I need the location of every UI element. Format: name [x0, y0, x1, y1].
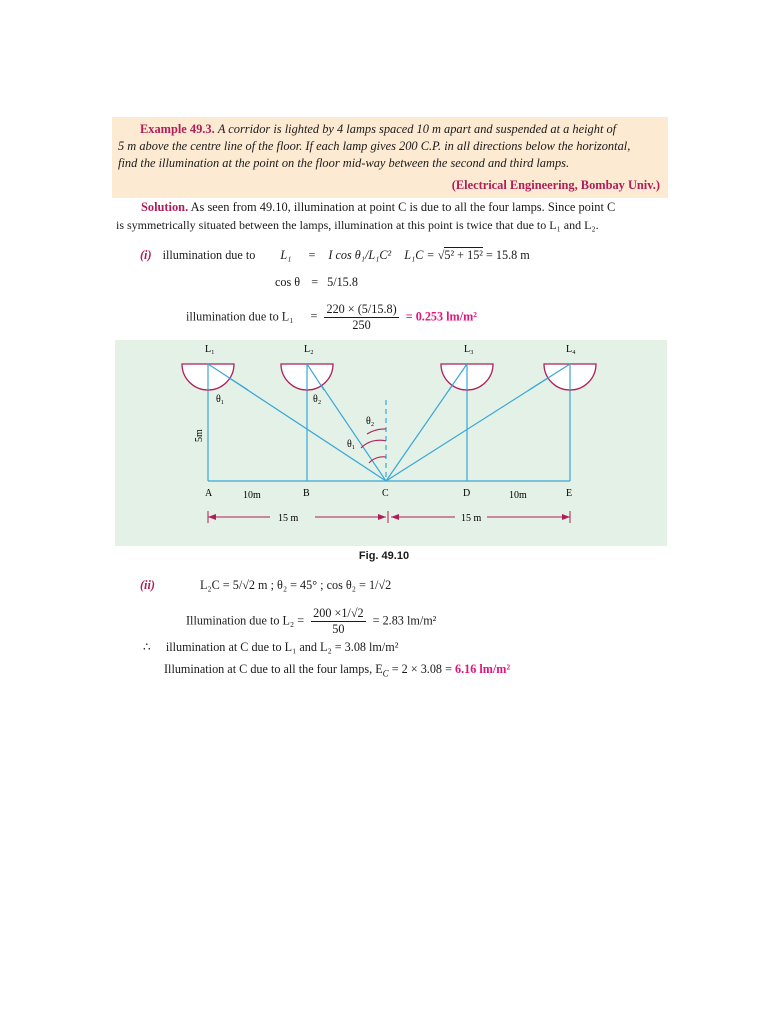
arc-theta1-c: [361, 440, 386, 448]
part1-illum-eq: =: [310, 309, 318, 324]
example-text-3: find the illumination at the point on the floor mid-way between the second and third lamps.: [118, 156, 570, 170]
point-label-a: A: [205, 488, 213, 499]
example-heading: Example 49.3.: [140, 122, 215, 136]
angle-label-theta1-c: θ₁: [347, 439, 356, 450]
point-label-e: E: [566, 488, 573, 499]
part1-illum-den: 250: [352, 318, 371, 332]
point-label-d: D: [463, 488, 471, 499]
part2-total-label: Illumination at C due to all the four lamps, E: [164, 662, 383, 676]
angle-label-theta1-l1: θ₁: [216, 394, 225, 405]
angle-label-theta2-c: θ₂: [366, 416, 375, 427]
part1-equation: [140, 248, 530, 263]
example-text-2: 5 m above the centre line of the floor. If each lamp gives 200 C.P. in all directions below the horizontal,: [118, 139, 631, 153]
part1-cos-eq: =: [311, 275, 319, 289]
part1-rhs: I cos θ₁/L₁C²: [328, 248, 392, 262]
solution-line-1: [116, 198, 668, 216]
arrow-left-end-icon: [378, 514, 386, 520]
part2-illum-num: 200 ×1/√2: [313, 606, 364, 620]
example-line-1: [118, 121, 662, 138]
part2-total: [164, 662, 510, 678]
dim-label-left: 15 m: [278, 513, 299, 524]
part1-label: illumination due to: [162, 248, 256, 262]
part2-fraction: [311, 606, 365, 637]
lamp-label-l1: L₁: [205, 344, 215, 355]
part2-illum-result: = 2.83 lm/m²: [372, 613, 437, 628]
sqrt-symbol: √: [437, 248, 445, 262]
part2-illumination: [186, 606, 436, 637]
example-box: [112, 117, 668, 198]
arc-theta2-c: [367, 429, 386, 434]
example-text-1: A corridor is lighted by 4 lamps spaced 10 m apart and suspended at a height of: [217, 122, 617, 136]
part2-total-result: 6.16 lm/m²: [455, 662, 511, 676]
figure-panel: [115, 340, 667, 546]
lamp-label-l2: L₂: [304, 344, 314, 355]
part1-illumination: [186, 302, 477, 333]
point-label-c: C: [382, 488, 389, 499]
lamp-label-l4: L₄: [566, 344, 576, 355]
spacing-label-de: 10m: [509, 490, 527, 501]
arrow-left-start-icon: [208, 514, 216, 520]
lamp-label-l3: L₃: [464, 344, 474, 355]
part1-eq: =: [308, 248, 316, 262]
part2-illum-den: 50: [332, 622, 345, 636]
part2-total-sub: C: [382, 668, 389, 679]
part1-l1c-value: = 15.8 m: [486, 248, 530, 262]
point-label-b: B: [303, 488, 310, 499]
part1-lhs: L₁: [280, 248, 292, 262]
angle-label-theta2-l2: θ₂: [313, 394, 322, 405]
part2-l2c: L₂C = 5/√2 m ; θ₂ = 45° ; cos θ₂ = 1/√2: [199, 578, 392, 592]
solution-text-2: is symmetrically situated between the lamps, illumination at this point is twice that due to L₁ and L₂.: [116, 218, 599, 232]
part2-line1: [140, 578, 391, 593]
example-source: (Electrical Engineering, Bombay Univ.): [451, 178, 660, 192]
part1-illum-result: = 0.253 lm/m²: [405, 309, 477, 324]
part1-cos-lhs: cos θ: [275, 275, 301, 289]
therefore-symbol: ∴: [143, 640, 151, 654]
part1-fraction: [324, 302, 398, 333]
corridor-diagram: [115, 340, 667, 546]
part2-combined-text: illumination at C due to L₁ and L₂ = 3.08 lm/m²: [165, 640, 399, 654]
part1-cos-rhs: 5/15.8: [327, 275, 358, 289]
solution-paragraph: [116, 198, 668, 234]
part2-illum-label: Illumination due to L₂ =: [186, 613, 305, 628]
part1-cos: [275, 275, 358, 290]
part1-illum-num: 220 × (5/15.8): [326, 302, 397, 316]
part1-illum-label: illumination due to L₁: [186, 309, 294, 324]
part1-marker: (i): [140, 248, 152, 262]
solution-text-1: As seen from 49.10, illumination at point C is due to all the four lamps. Since point C: [190, 200, 616, 214]
part1-l1c-label: L₁C =: [404, 248, 435, 262]
part2-marker: (ii): [140, 578, 155, 592]
arrow-right-end-icon: [562, 514, 570, 520]
figure-caption: Fig. 49.10: [358, 550, 410, 562]
spacing-label-ab: 10m: [243, 490, 261, 501]
part2-total-calc: = 2 × 3.08 =: [391, 662, 452, 676]
height-label: 5m: [194, 429, 205, 442]
part1-l1c-root: 5² + 15²: [444, 248, 483, 262]
part2-combined: [143, 640, 398, 655]
dim-label-right: 15 m: [461, 513, 482, 524]
arrow-right-start-icon: [391, 514, 399, 520]
solution-heading: Solution.: [141, 200, 189, 214]
